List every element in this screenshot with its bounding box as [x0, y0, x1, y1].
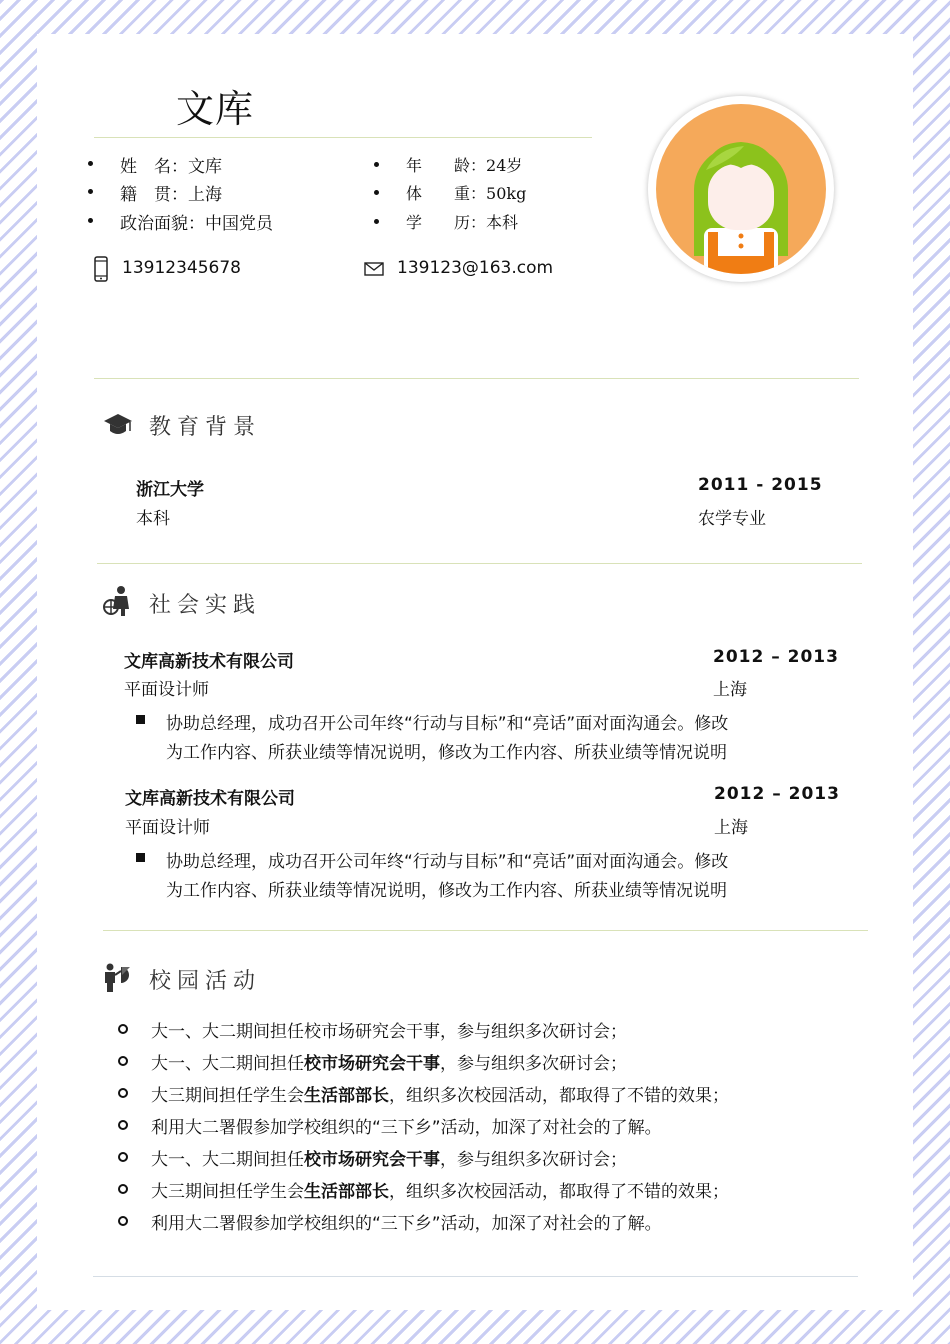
mail-icon: [364, 262, 384, 276]
education-major: 农学专业: [698, 509, 766, 529]
ring-bullet: [118, 1088, 128, 1098]
phone-number[interactable]: 13912345678: [122, 258, 241, 278]
practice-years: 2012 – 2013: [714, 784, 840, 804]
avatar-illustration: [648, 96, 834, 282]
avatar: [648, 96, 834, 282]
info-value: 文库: [188, 157, 222, 177]
practice-desc-line: 为工作内容、所获业绩等情况说明，修改为工作内容、所获业绩等情况说明: [166, 743, 727, 763]
practice-location: 上海: [714, 818, 748, 838]
practice-desc-line: 为工作内容、所获业绩等情况说明，修改为工作内容、所获业绩等情况说明: [166, 881, 727, 901]
square-bullet: [136, 853, 145, 862]
info-label: 政治面貌：: [120, 214, 205, 234]
bullet-dot: [88, 218, 93, 223]
practice-title: 社会实践: [149, 593, 262, 618]
campus-item: 大一、大二期间担任校市场研究会干事，参与组织多次研讨会；: [151, 1150, 627, 1170]
phone-icon: [94, 256, 108, 282]
info-label: 籍 贯：: [120, 185, 188, 205]
section-divider: [103, 930, 868, 931]
info-label: 学 历：: [406, 213, 487, 232]
info-value: 上海: [188, 185, 222, 205]
info-label: 年 龄：: [406, 156, 487, 175]
bullet-dot: [88, 161, 93, 166]
worker-icon: [103, 585, 133, 617]
practice-years: 2012 – 2013: [713, 647, 839, 667]
ring-bullet: [118, 1024, 128, 1034]
graduation-cap-icon: [103, 412, 133, 438]
company-name: 文库高新技术有限公司: [125, 789, 295, 809]
campus-item: 利用大二署假参加学校组织的“三下乡”活动，加深了对社会的了解。: [151, 1118, 662, 1138]
practice-desc-line: 协助总经理，成功召开公司年终“行动与目标”和“亮话”面对面沟通会。修改: [166, 852, 729, 872]
education-degree: 本科: [136, 509, 170, 529]
bullet-dot: [374, 219, 379, 224]
resume-name: 文库: [176, 87, 255, 131]
practice-role: 平面设计师: [125, 818, 210, 838]
education-title: 教育背景: [149, 415, 262, 440]
practice-desc-line: 协助总经理，成功召开公司年终“行动与目标”和“亮话”面对面沟通会。修改: [166, 714, 729, 734]
campus-title: 校园活动: [149, 969, 262, 994]
info-value: 本科: [486, 213, 519, 232]
footer-divider: [93, 1276, 858, 1277]
square-bullet: [136, 715, 145, 724]
header-divider: [94, 137, 592, 138]
info-value: 50kg: [486, 184, 527, 203]
presenter-icon: [104, 963, 132, 993]
practice-role: 平面设计师: [124, 680, 209, 700]
bullet-dot: [374, 162, 379, 167]
practice-location: 上海: [713, 680, 747, 700]
info-value: 24岁: [486, 156, 523, 175]
company-name: 文库高新技术有限公司: [124, 652, 294, 672]
ring-bullet: [118, 1120, 128, 1130]
school-name: 浙江大学: [136, 480, 204, 500]
bullet-dot: [88, 189, 93, 194]
info-label: 体 重：: [406, 184, 487, 203]
ring-bullet: [118, 1184, 128, 1194]
campus-item: 大三期间担任学生会生活部部长，组织多次校园活动，都取得了不错的效果；: [151, 1182, 729, 1202]
campus-item: 大一、大二期间担任校市场研究会干事，参与组织多次研讨会；: [151, 1022, 627, 1042]
section-divider: [97, 563, 862, 564]
info-label: 姓 名：: [120, 157, 188, 177]
info-value: 中国党员: [205, 214, 273, 234]
bullet-dot: [374, 190, 379, 195]
ring-bullet: [118, 1152, 128, 1162]
campus-item: 大三期间担任学生会生活部部长，组织多次校园活动，都取得了不错的效果；: [151, 1086, 729, 1106]
ring-bullet: [118, 1216, 128, 1226]
email-address[interactable]: 139123@163.com: [397, 258, 554, 278]
ring-bullet: [118, 1056, 128, 1066]
campus-item: 利用大二署假参加学校组织的“三下乡”活动，加深了对社会的了解。: [151, 1214, 662, 1234]
education-years: 2011 - 2015: [698, 475, 823, 495]
section-divider: [94, 378, 859, 379]
campus-item: 大一、大二期间担任校市场研究会干事，参与组织多次研讨会；: [151, 1054, 627, 1074]
